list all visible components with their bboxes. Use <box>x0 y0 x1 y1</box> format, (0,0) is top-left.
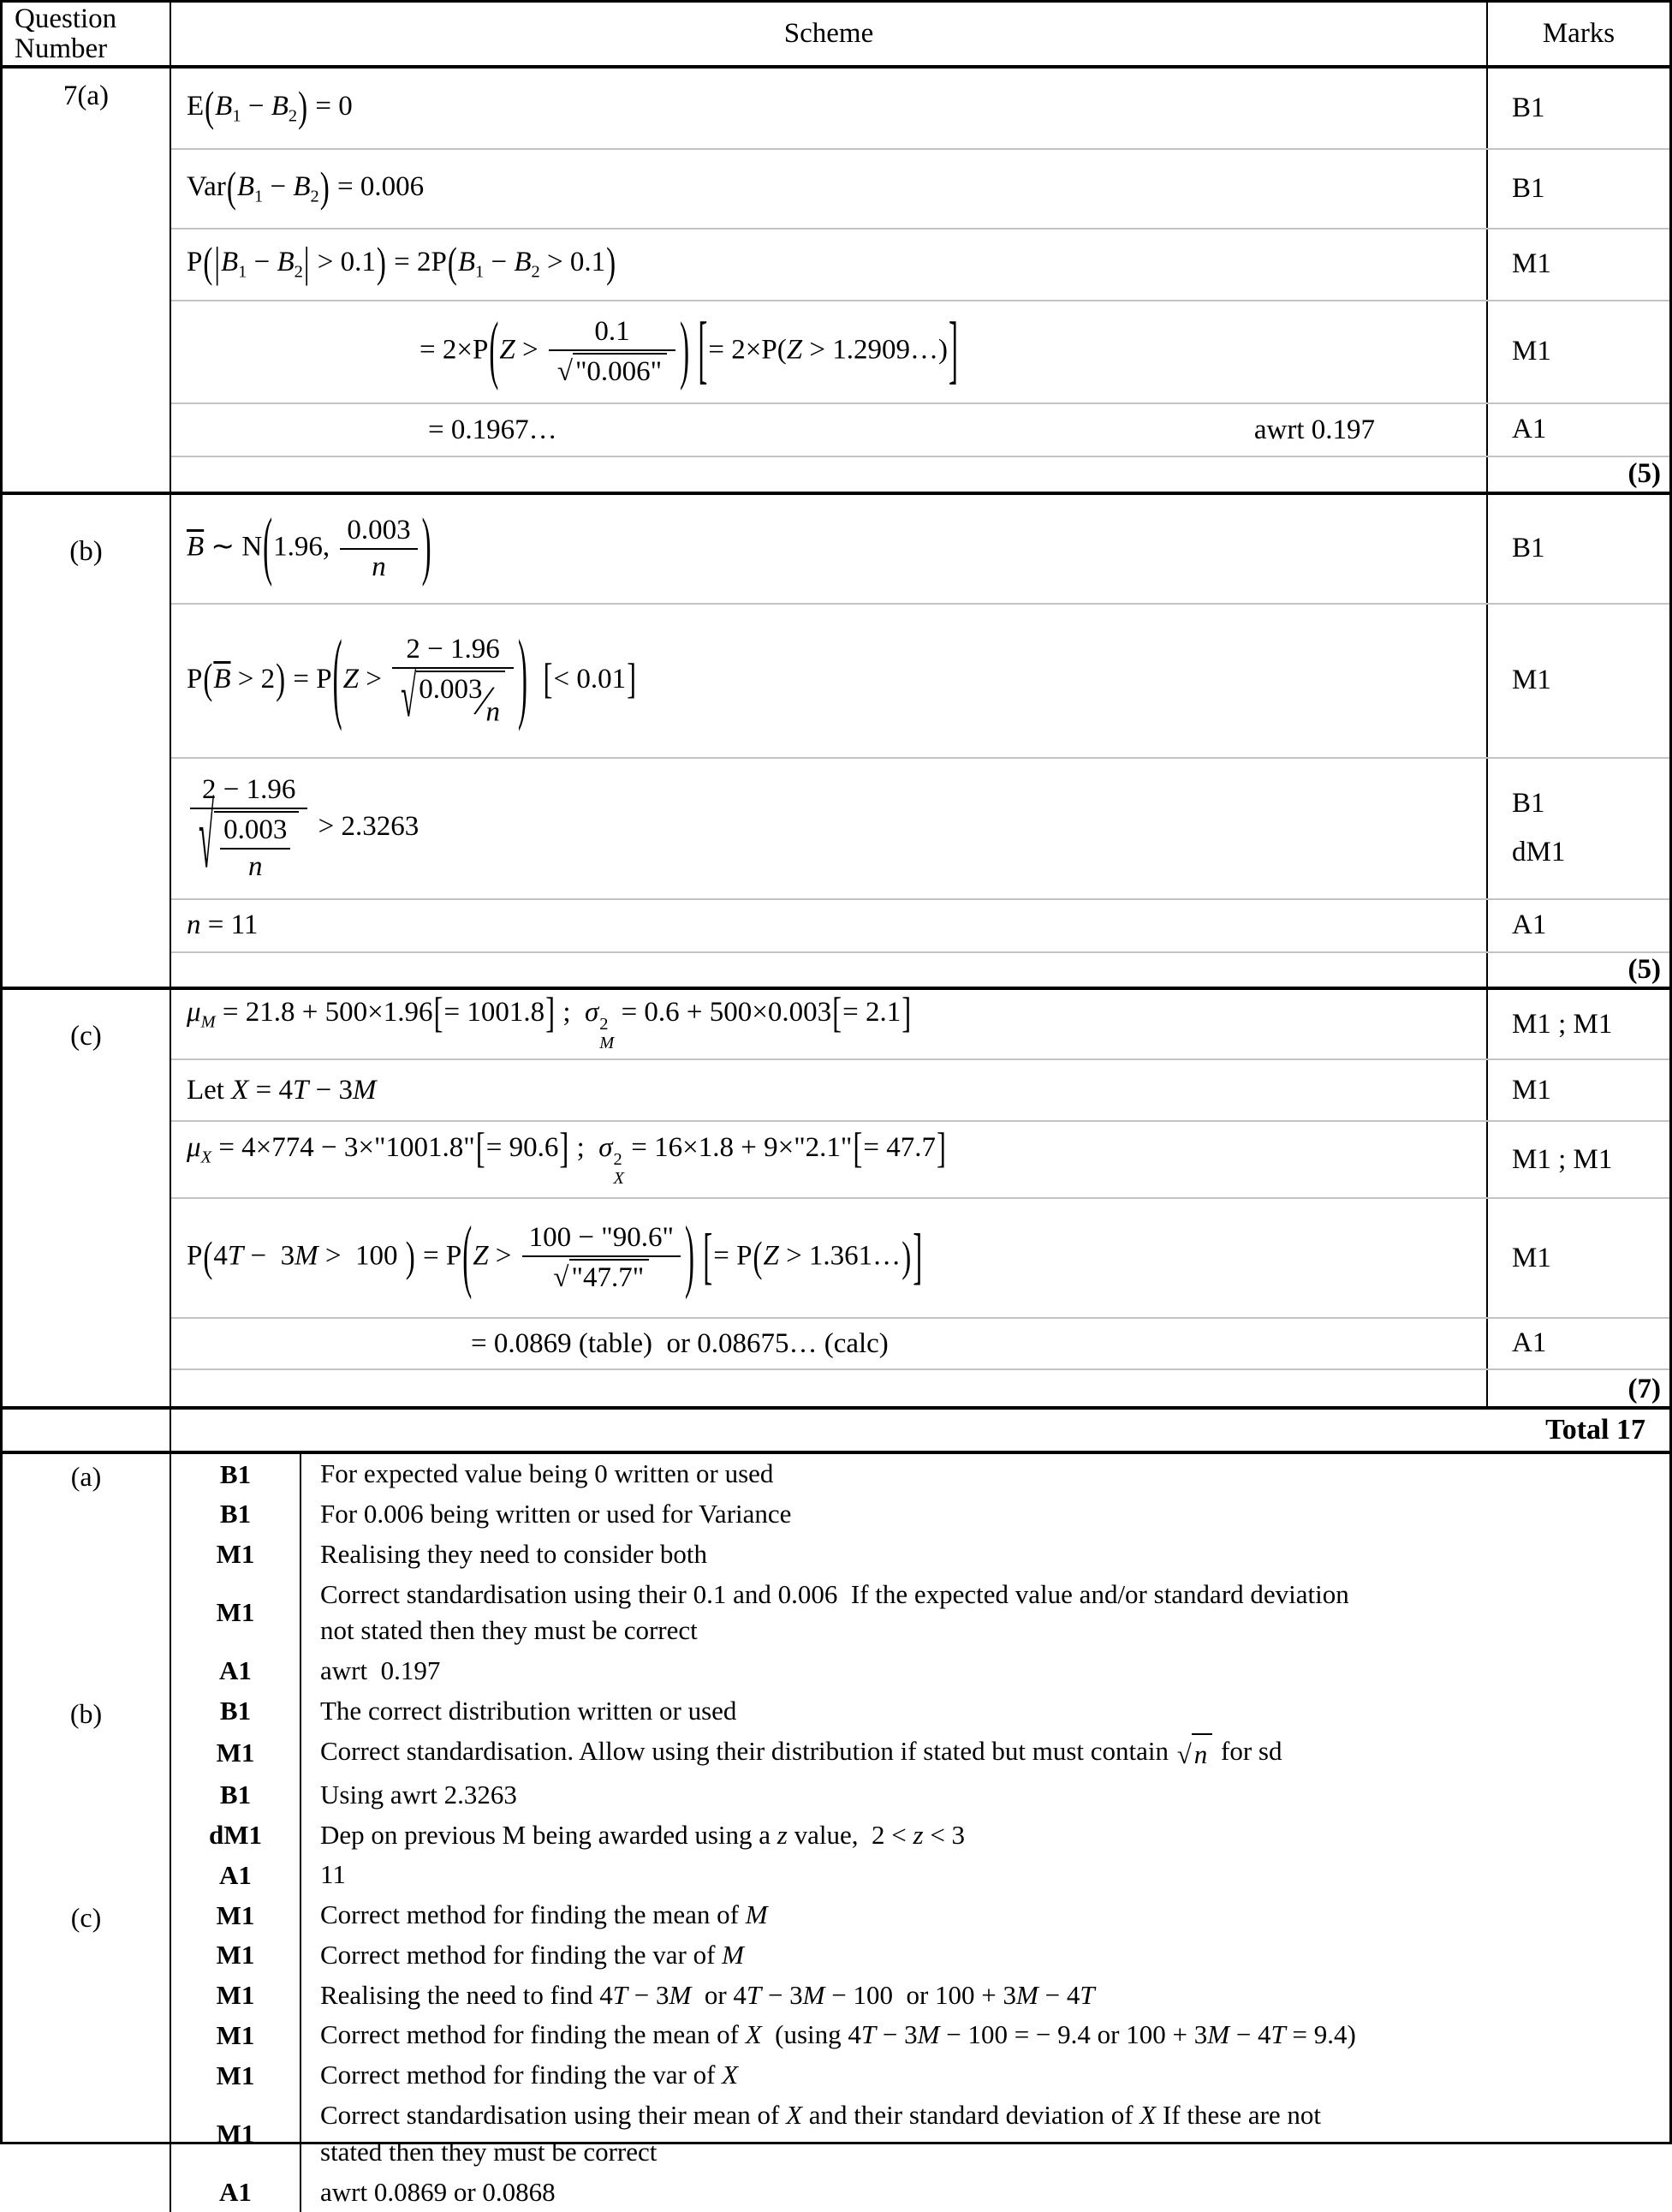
formula-annotation: awrt 0.197 <box>1254 414 1375 446</box>
note-group-rows <box>171 1691 1669 1895</box>
note-description: Realising the need to find 4T − 3M or 4T − 3M − 100 or 100 + 3M − 4T <box>301 1976 1669 2016</box>
scheme-cell <box>171 230 1486 300</box>
marks-cell: M1 <box>1486 1060 1669 1120</box>
total-row-question-cell <box>3 1410 171 1451</box>
scheme-part <box>3 69 1669 495</box>
scheme-row <box>171 1058 1669 1120</box>
marks-cell: M1 ; M1 <box>1486 1122 1669 1197</box>
note-row <box>171 1935 1669 1976</box>
scheme-cell <box>171 1370 1486 1406</box>
scheme-row <box>171 300 1669 402</box>
note-mark-code: A1 <box>171 1855 301 1895</box>
note-description: awrt 0.0869 or 0.0868 <box>301 2173 1669 2212</box>
note-description: Correct standardisation. Allow using their distribution if stated but must contain √ n for sd <box>301 1732 1669 1775</box>
scheme-cell <box>171 1199 1486 1317</box>
scheme-row <box>171 495 1669 603</box>
note-part-label: (a) <box>3 1454 171 1691</box>
formula: $E(B_1 - B_2) = 0$ <box>187 91 353 127</box>
part-label: (c) <box>3 990 171 1406</box>
formula: Let X = 4T − 3M <box>187 1075 377 1106</box>
marks-cell: B1 <box>1486 69 1669 148</box>
note-group <box>3 1454 1669 1691</box>
note-mark-code: M1 <box>171 1732 301 1775</box>
note-row <box>171 1535 1669 1575</box>
scheme-cell <box>171 404 1486 456</box>
note-row <box>171 2055 1669 2096</box>
note-mark-code: A1 <box>171 1651 301 1691</box>
scheme-row <box>171 148 1669 228</box>
scheme-cell <box>171 900 1486 951</box>
note-mark-code: B1 <box>171 1691 301 1732</box>
notes-section <box>3 1454 1669 2212</box>
note-mark-code: M1 <box>171 2015 301 2055</box>
note-description: Correct standardisation using their 0.1 and 0.006 If the expected value and/or standard deviation not stated then they must be correct <box>301 1575 1669 1652</box>
part-rows <box>171 990 1669 1406</box>
marks-cell: B1 dM1 <box>1486 759 1669 898</box>
note-description: Dep on previous M being awarded using a z value, 2 < z < 3 <box>301 1816 1669 1856</box>
note-description: Correct method for finding the var of M <box>301 1935 1669 1976</box>
note-row <box>171 2015 1669 2055</box>
table-header-row <box>3 3 1669 69</box>
note-row <box>171 2173 1669 2212</box>
scheme-row <box>171 1368 1669 1406</box>
scheme-row <box>171 1317 1669 1368</box>
note-row <box>171 1775 1669 1816</box>
note-row <box>171 1651 1669 1691</box>
scheme-cell <box>171 990 1486 1058</box>
marks-cell: A1 <box>1486 900 1669 951</box>
note-group <box>3 1691 1669 1895</box>
note-mark-code: M1 <box>171 2055 301 2096</box>
note-row <box>171 1895 1669 1935</box>
note-description: awrt 0.197 <box>301 1651 1669 1691</box>
scheme-cell <box>171 457 1486 492</box>
marks-cell: M1 <box>1486 605 1669 757</box>
marks-cell: A1 <box>1486 1319 1669 1368</box>
formula: $Var(B_1 - B_2) = 0.006$ <box>187 171 424 207</box>
note-description: 11 <box>301 1855 1669 1895</box>
marks-cell: (7) <box>1486 1370 1669 1406</box>
scheme-cell <box>171 301 1486 402</box>
scheme-row <box>171 402 1669 456</box>
note-mark-code: M1 <box>171 1935 301 1976</box>
scheme-cell <box>171 150 1486 228</box>
scheme-cell <box>171 759 1486 898</box>
scheme-row <box>171 456 1669 492</box>
scheme-row <box>171 1120 1669 1197</box>
note-description: Realising they need to consider both <box>301 1535 1669 1575</box>
marks-cell: A1 <box>1486 404 1669 456</box>
note-part-label: (c) <box>3 1895 171 2212</box>
formula: $P(|B_1 - B_2| > 0.1) = 2P(B_1 - B_2 > 0.1)$ <box>187 247 616 283</box>
note-mark-code: B1 <box>171 1494 301 1535</box>
header-question-number: Question Number <box>3 3 171 65</box>
formula: = 0.0869 (table) or 0.08675… (calc) <box>471 1328 889 1360</box>
scheme-row <box>171 228 1669 300</box>
scheme-row <box>171 1197 1669 1317</box>
note-description: The correct distribution written or used <box>301 1691 1669 1732</box>
scheme-cell <box>171 1060 1486 1120</box>
scheme-cell <box>171 495 1486 603</box>
note-row <box>171 1494 1669 1535</box>
formula: = 0.1967… <box>428 414 557 446</box>
marks-cell: (5) <box>1486 457 1669 492</box>
formula: $\mu_X = 4\times 774$ − 3×"1001.8"[= 90.6] ; σ 2 X = 16×1.8 + 9×"2.1"[= 47.7] <box>187 1132 947 1188</box>
note-row <box>171 1855 1669 1895</box>
header-scheme: Scheme <box>171 3 1486 65</box>
note-description: For expected value being 0 written or used <box>301 1454 1669 1494</box>
formula: $\mu_M = 21.8 + 500\times 1.96[= 1001.8]$ ; σ 2 M = 0.6 + 500×0.003[= 2.1] <box>187 997 912 1052</box>
note-row <box>171 1454 1669 1494</box>
note-mark-code: M1 <box>171 2096 301 2173</box>
marks-cell: B1 <box>1486 150 1669 228</box>
scheme-cell <box>171 1319 1486 1368</box>
note-row <box>171 2096 1669 2173</box>
part-rows <box>171 69 1669 492</box>
marks-cell: M1 <box>1486 301 1669 402</box>
scheme-row <box>171 898 1669 951</box>
scheme-row <box>171 990 1669 1058</box>
total-marks-label: Total 17 <box>171 1410 1669 1451</box>
note-description: Correct method for finding the mean of X (using 4T − 3M − 100 = − 9.4 or 100 + 3M − 4T = 9.4) <box>301 2015 1669 2055</box>
note-part-label: (b) <box>3 1691 171 1895</box>
scheme-parts <box>3 69 1669 1410</box>
part-label: 7(a) <box>3 69 171 492</box>
note-row <box>171 1691 1669 1732</box>
note-mark-code: B1 <box>171 1454 301 1494</box>
note-mark-code: A1 <box>171 2173 301 2212</box>
note-description: Correct method for finding the mean of M <box>301 1895 1669 1935</box>
note-description: Using awrt 2.3263 <box>301 1775 1669 1816</box>
note-mark-code: M1 <box>171 1535 301 1575</box>
total-row <box>3 1410 1669 1454</box>
scheme-part <box>3 495 1669 991</box>
marks-cell: B1 <box>1486 495 1669 603</box>
note-group-rows <box>171 1895 1669 2212</box>
scheme-row <box>171 69 1669 148</box>
scheme-cell <box>171 69 1486 148</box>
formula: P(4T − 3M > 100 ) = P(Z > 100 − "90.6" √ "47.7" ) [= P(Z > 1.361…)] <box>187 1222 923 1294</box>
scheme-row <box>171 603 1669 757</box>
marks-cell: M1 <box>1486 1199 1669 1317</box>
marks-cell: M1 ; M1 <box>1486 990 1669 1058</box>
marks-cell: (5) <box>1486 953 1669 987</box>
part-rows <box>171 495 1669 987</box>
scheme-cell <box>171 605 1486 757</box>
note-mark-code: M1 <box>171 1976 301 2016</box>
note-mark-code: dM1 <box>171 1816 301 1856</box>
scheme-part <box>3 990 1669 1410</box>
marks-cell: M1 <box>1486 230 1669 300</box>
formula: $\overline{B}$ ∼ N(1.96, $\frac{0.003}{n}$ ) <box>187 515 432 583</box>
scheme-cell <box>171 1122 1486 1197</box>
note-description: For 0.006 being written or used for Variance <box>301 1494 1669 1535</box>
note-row <box>171 1816 1669 1856</box>
note-row <box>171 1732 1669 1775</box>
part-label: (b) <box>3 495 171 987</box>
scheme-row <box>171 951 1669 987</box>
header-marks: Marks <box>1486 3 1669 65</box>
note-group <box>3 1895 1669 2212</box>
note-description: Correct method for finding the var of X <box>301 2055 1669 2096</box>
note-mark-code: B1 <box>171 1775 301 1816</box>
scheme-cell <box>171 953 1486 987</box>
note-mark-code: M1 <box>171 1895 301 1935</box>
note-row <box>171 1575 1669 1652</box>
note-row <box>171 1976 1669 2016</box>
formula: 2 − 1.96 √ $\frac{0.003}{n}$ > 2.3263 <box>187 774 419 883</box>
formula: = 2×P(Z > 0.1 √ "0.006" ) [= 2×P(Z > 1.2909…)] <box>419 316 959 388</box>
formula: n = 11 <box>187 909 258 941</box>
note-mark-code: M1 <box>171 1575 301 1652</box>
note-group-rows <box>171 1454 1669 1691</box>
note-description: Correct standardisation using their mean of X and their standard deviation of X If these are not stated then they must be correct <box>301 2096 1669 2173</box>
scheme-row <box>171 757 1669 898</box>
formula: $P(\overline{B} > 2) = P(Z$ > 2 − 1.96 √ 0.003∕n ) [< 0.01] <box>187 634 637 728</box>
